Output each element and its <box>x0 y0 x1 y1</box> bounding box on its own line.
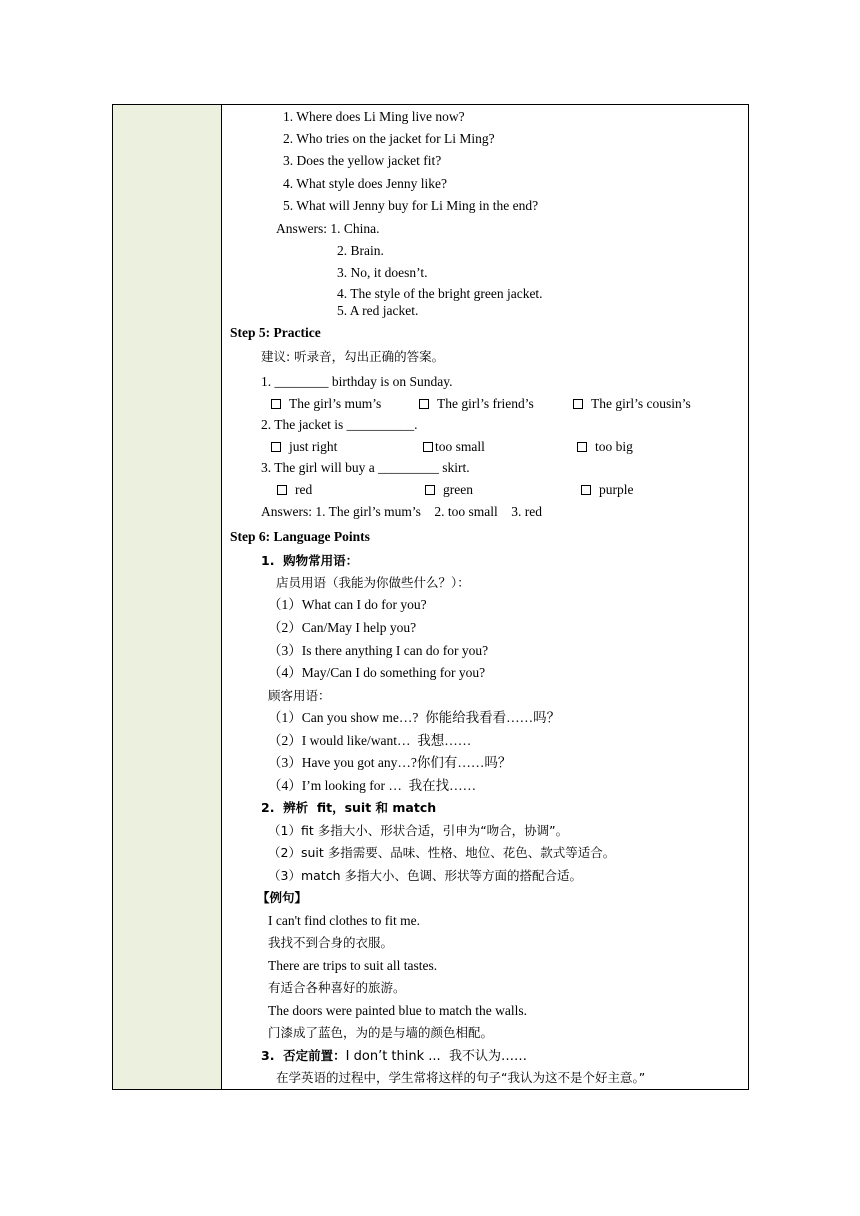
point-3-phrase: I don’t think ... 我不认为…… <box>345 1049 527 1064</box>
example-label: 【例句】 <box>257 890 308 905</box>
answers-label: Answers: 1. China. <box>276 221 380 236</box>
practice-question-2: 2. The jacket is __________. <box>261 417 418 432</box>
point-1-title: 1. 购物常用语： <box>261 553 359 568</box>
question-4: 4. What style does Jenny like? <box>283 176 447 191</box>
checkbox-icon <box>277 485 287 495</box>
match-explanation: （3）match 多指大小、色调、形状等方面的搭配合适。 <box>268 868 582 883</box>
q1-option-2[interactable]: The girl’s friend’s <box>419 395 534 413</box>
checkbox-icon <box>271 442 281 452</box>
question-3: 3. Does the yellow jacket fit? <box>283 153 442 168</box>
customer-phrase-4: （4）I’m looking for … 我在找…… <box>268 778 477 793</box>
answer-3: 3. No, it doesn’t. <box>337 265 428 280</box>
point-2-title: 2. 辨析 fit，suit 和 match <box>261 800 437 815</box>
question-5: 5. What will Jenny buy for Li Ming in the end? <box>283 198 539 213</box>
customer-phrases-label: 顾客用语： <box>268 688 331 703</box>
suit-explanation: （2）suit 多指需要、品味、性格、地位、花色、款式等适合。 <box>268 845 616 860</box>
question-2: 2. Who tries on the jacket for Li Ming? <box>283 131 495 146</box>
step5-answers: Answers: 1. The girl’s mum’s 2. too small 3. red <box>261 504 542 519</box>
point-3-explanation: 在学英语的过程中，学生常将这样的句子“我认为这不是个好主意。” <box>276 1070 646 1085</box>
answer-2: 2. Brain. <box>337 243 384 258</box>
customer-phrase-1: （1）Can you show me…? 你能给我看看……吗？ <box>268 710 561 725</box>
clerk-phrase-4: （4）May/Can I do something for you? <box>268 665 486 680</box>
checkbox-icon <box>423 442 433 452</box>
example-1-en: I can't find clothes to fit me. <box>268 913 421 928</box>
clerk-phrases-label: 店员用语（我能为你做些什么？）： <box>276 575 470 590</box>
checkbox-icon <box>271 399 281 409</box>
clerk-phrase-1: （1）What can I do for you? <box>268 597 427 612</box>
q2-option-3[interactable]: too big <box>577 438 633 456</box>
example-2-zh: 有适合各种喜好的旅游。 <box>268 980 406 995</box>
example-3-en: The doors were painted blue to match the walls. <box>268 1003 528 1018</box>
step5-suggestion: 建议: 听录音，勾出正确的答案。 <box>261 349 445 364</box>
checkbox-icon <box>425 485 435 495</box>
checkbox-icon <box>573 399 583 409</box>
checkbox-icon <box>581 485 591 495</box>
clerk-phrase-3: （3）Is there anything I can do for you? <box>268 643 489 658</box>
point-3-line <box>261 1047 527 1066</box>
q2-option-2[interactable]: too small <box>423 438 485 456</box>
checkbox-icon <box>419 399 429 409</box>
left-column-cell <box>112 104 222 1090</box>
point-3-title: 3. 否定前置： <box>261 1048 346 1063</box>
practice-question-1: 1. ________ birthday is on Sunday. <box>261 374 453 389</box>
answer-5: 5. A red jacket. <box>337 303 419 318</box>
example-1-zh: 我找不到合身的衣服。 <box>268 935 394 950</box>
example-3-zh: 门漆成了蓝色，为的是与墙的颜色相配。 <box>268 1025 494 1040</box>
customer-phrase-3: （3）Have you got any…?你们有……吗？ <box>268 755 512 770</box>
q1-option-3[interactable]: The girl’s cousin’s <box>573 395 691 413</box>
q1-option-1[interactable]: The girl’s mum’s <box>271 395 381 413</box>
fit-explanation: （1）fit 多指大小、形状合适，引申为“吻合，协调”。 <box>268 823 569 838</box>
q3-option-3[interactable]: purple <box>581 481 634 499</box>
step6-heading: Step 6: Language Points <box>230 529 370 544</box>
q3-option-1[interactable]: red <box>277 481 312 499</box>
clerk-phrase-2: （2）Can/May I help you? <box>268 620 417 635</box>
checkbox-icon <box>577 442 587 452</box>
example-2-en: There are trips to suit all tastes. <box>268 958 438 973</box>
answer-4: 4. The style of the bright green jacket. <box>337 286 543 301</box>
q3-option-2[interactable]: green <box>425 481 473 499</box>
step5-heading: Step 5: Practice <box>230 325 321 340</box>
practice-question-3: 3. The girl will buy a _________ skirt. <box>261 460 470 475</box>
customer-phrase-2: （2）I would like/want… 我想…… <box>268 733 472 748</box>
q2-option-1[interactable]: just right <box>271 438 337 456</box>
question-1: 1. Where does Li Ming live now? <box>283 109 465 124</box>
